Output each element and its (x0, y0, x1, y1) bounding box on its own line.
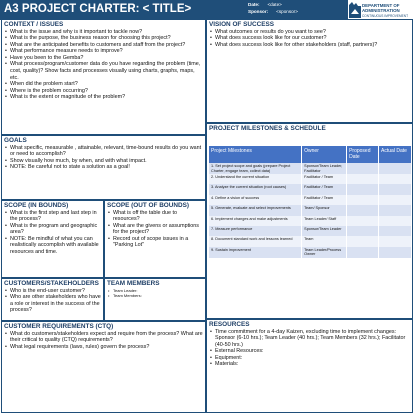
milestone-cell: 4. Define a vision of success (209, 195, 302, 205)
scope-in-section (1, 200, 104, 278)
actual-date-cell[interactable] (379, 174, 412, 184)
table-row (209, 205, 412, 215)
table-row (209, 216, 412, 226)
scope-in-item: • What is the program and geographic area? (4, 223, 101, 236)
scope-in-item: • NOTE: Be mindful of what you can realistically accomplish with available resources and time. (4, 236, 101, 256)
context-item: • When did the problem start? (4, 81, 203, 88)
actual-date-cell[interactable] (379, 247, 412, 258)
vision-heading: VISION OF SUCCESS (209, 21, 274, 28)
scope-out-item: • What are the givens or assumptions for the project? (107, 223, 203, 236)
vision-section (206, 19, 413, 123)
date-label: Date: (248, 2, 260, 7)
ctq-item: • What legal requirements (laws, rules) govern the process? (4, 344, 203, 351)
ctq-item: • What do customers/stakeholders expect and require from the process? What are their critical to quality (CTQ) requirements? (4, 331, 203, 344)
resources-item: • External Resources: (209, 348, 410, 355)
vision-item: • What does success look like for other stakeholders (staff, partners)? (209, 42, 410, 49)
resources-item: • Time commitment for a 4-day Kaizen, excluding time to implement changes: Sponsor (6-10 hrs.); Team Leader (40 hrs.); Team Members (32 hrs.); Facilitator (40-50 hrs.) (209, 329, 410, 349)
column-header: Actual Date (379, 146, 412, 163)
proposed-date-cell[interactable] (347, 216, 379, 226)
context-item: • What performance measure needs to improve? (4, 48, 203, 55)
resources-heading: RESOURCES (209, 321, 250, 328)
goals-item: • Show visually how much, by when, and with what impact. (4, 158, 203, 165)
column-header: Project Milestones (209, 146, 302, 163)
scope-out-item: • What is off the table due to resources? (107, 210, 203, 223)
context-issues-section (1, 19, 206, 135)
goals-section (1, 135, 206, 200)
sponsor-label: Sponsor: (248, 8, 269, 14)
proposed-date-cell[interactable] (347, 195, 379, 205)
team-heading: TEAM MEMBERS (107, 280, 160, 287)
context-item: • What is the issue and why is it important to tackle now? (4, 29, 203, 36)
scope-in-item: • What is the first step and last step in the process? (4, 210, 101, 223)
team-members-section (104, 278, 206, 321)
actual-date-cell[interactable] (379, 195, 412, 205)
proposed-date-cell[interactable] (347, 226, 379, 236)
customers-item: • Who are other stakeholders who have a role or interest in the success of the process? (4, 294, 101, 314)
proposed-date-cell[interactable] (347, 184, 379, 194)
context-item: • Where is the problem occurring? (4, 88, 203, 95)
milestone-cell: 8. Document standard work and lessons learned (209, 236, 302, 246)
owner-cell: Team Leader/ Staff (302, 216, 347, 226)
milestones-table (209, 146, 412, 258)
logo-subtitle: CONTINUOUS IMPROVEMENT (362, 14, 409, 18)
table-row (209, 236, 412, 246)
customer-requirements-section (1, 321, 206, 413)
customers-section (1, 278, 104, 321)
column-header: Proposed Date (347, 146, 379, 163)
scope-in-heading: SCOPE (IN BOUNDS) (4, 202, 69, 209)
proposed-date-cell[interactable] (347, 205, 379, 215)
milestone-cell: 7. Measure performance (209, 226, 302, 236)
customers-heading: CUSTOMERS/STAKEHOLDERS (4, 280, 99, 287)
sponsor-value: <sponsor> (276, 8, 298, 14)
owner-cell: Facilitator / Team (302, 195, 347, 205)
proposed-date-cell[interactable] (347, 236, 379, 246)
actual-date-cell[interactable] (379, 205, 412, 215)
customers-item: • Who is the end-user customer? (4, 288, 101, 295)
context-item: • What process/program/customer data do you have regarding the problem (time, cost, quality)? Show facts and processes visually using charts, graphs, maps, etc. (4, 61, 203, 81)
context-item: • What are the anticipated benefits to customers and staff from the project? (4, 42, 203, 49)
milestone-cell: 6. Implement changes and make adjustments (209, 216, 302, 226)
resources-section (206, 319, 413, 413)
goals-item: • What specific, measurable , attainable, relevant, time-bound results do you want or need to accomplish? (4, 145, 203, 158)
team-item: • Team Leader: (107, 288, 203, 293)
mn-logo-icon (349, 2, 361, 18)
owner-cell: Sponsor/Team Leader, Facilitator (302, 163, 347, 174)
owner-cell: Sponsor/Team Leader (302, 226, 347, 236)
table-row (209, 195, 412, 205)
vision-item: • What does success look like for our customer? (209, 35, 410, 42)
actual-date-cell[interactable] (379, 163, 412, 174)
milestone-cell: 2. Understand the current situation (209, 174, 302, 184)
resources-item: • Equipment: (209, 355, 410, 362)
actual-date-cell[interactable] (379, 236, 412, 246)
table-row (209, 247, 412, 258)
date-value: <date> (267, 2, 282, 7)
proposed-date-cell[interactable] (347, 163, 379, 174)
milestone-cell: 3. Analyze the current situation (root causes) (209, 184, 302, 194)
column-header: Owner (302, 146, 347, 163)
actual-date-cell[interactable] (379, 216, 412, 226)
proposed-date-cell[interactable] (347, 174, 379, 184)
owner-cell: Team (302, 236, 347, 246)
vision-item: • What outcomes or results do you want to see? (209, 29, 410, 36)
context-item: • What is the purpose, the business reason for choosing this project? (4, 35, 203, 42)
milestone-cell: 5. Generate, evaluate and select improvements (209, 205, 302, 215)
goals-heading: GOALS (4, 137, 27, 144)
owner-cell: Facilitator / Team (302, 184, 347, 194)
owner-cell: Team Leader/Process Owner (302, 247, 347, 258)
owner-cell: Facilitator / Team (302, 174, 347, 184)
team-item: • Team Members: (107, 293, 203, 298)
owner-cell: Team/ Sponsor (302, 205, 347, 215)
actual-date-cell[interactable] (379, 184, 412, 194)
table-row (209, 174, 412, 184)
scope-out-heading: SCOPE (OUT OF BOUNDS) (107, 202, 190, 209)
milestone-cell: 9. Sustain improvement (209, 247, 302, 258)
scope-out-item: • Record out of scope issues in a "Parking Lot" (107, 236, 203, 249)
resources-item: • Materials: (209, 361, 410, 368)
goals-item: • NOTE: Be careful not to state a solution as a goal! (4, 164, 203, 171)
page-title: A3 PROJECT CHARTER: < TITLE> (4, 3, 192, 15)
table-row (209, 226, 412, 236)
department-logo (348, 0, 414, 20)
table-row (209, 163, 412, 174)
logo-text: DEPARTMENT OF ADMINISTRATION (362, 3, 400, 14)
milestone-cell: 1. Set project scope and goals (prepare Project Charter, engage team, collect data) (209, 163, 302, 174)
page-header (0, 0, 414, 20)
proposed-date-cell[interactable] (347, 247, 379, 258)
ctq-heading: CUSTOMER REQUIREMENTS (CTQ) (4, 323, 114, 330)
context-item: • What is the extent or magnitude of the problem? (4, 94, 203, 101)
scope-out-section (104, 200, 206, 278)
charter-meta (248, 2, 298, 15)
table-row (209, 184, 412, 194)
milestones-heading: PROJECT MILESTONES & SCHEDULE (209, 125, 326, 132)
context-heading: CONTEXT / ISSUES (4, 21, 64, 28)
actual-date-cell[interactable] (379, 226, 412, 236)
context-item: • Have you been to the Gemba? (4, 55, 203, 62)
